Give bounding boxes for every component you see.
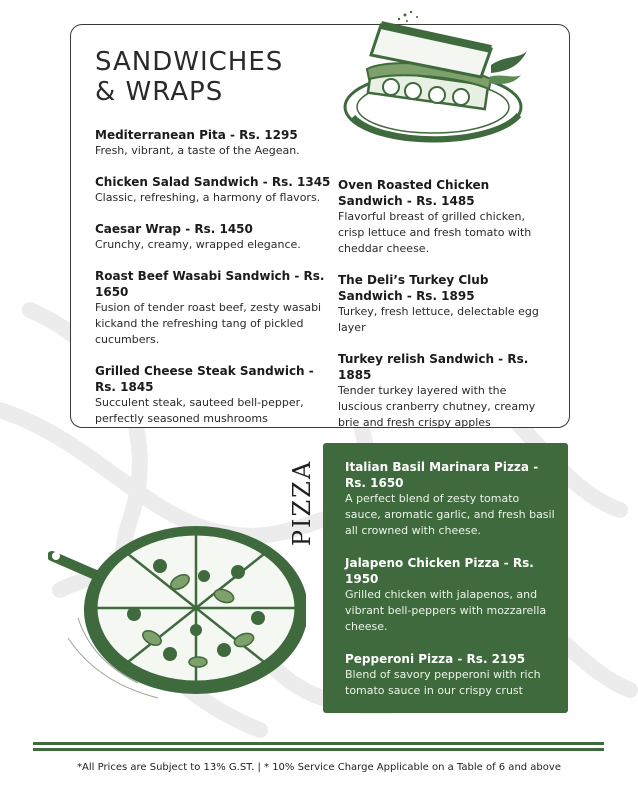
item-name: Pepperoni Pizza - Rs. 2195 (345, 652, 526, 666)
footer-note: *All Prices are Subject to 13% G.ST. | * 10% Service Charge Applicable on a Table of 6 and above (77, 762, 561, 773)
item-name: Chicken Salad Sandwich - Rs. 1345 (95, 175, 331, 189)
item-description: A perfect blend of zesty tomato sauce, aromatic garlic, and fresh basil all crowned with cheese. (345, 492, 555, 537)
pizza-items (345, 459, 555, 715)
item-description: Classic, refreshing, a harmony of flavors. (95, 191, 321, 204)
sandwiches-right-column (338, 177, 550, 446)
item-name: Italian Basil Marinara Pizza - Rs. 1650 (345, 460, 539, 490)
item-description: Turkey, fresh lettuce, delectable egg layer (338, 305, 539, 334)
menu-item (95, 221, 335, 253)
menu-item (345, 651, 555, 699)
menu-item (338, 351, 550, 431)
item-description: Tender turkey layered with the luscious cranberry chutney, creamy brie and fresh crispy apples (338, 384, 536, 429)
item-description: Grilled chicken with jalapenos, and vibrant bell-peppers with mozzarella cheese. (345, 588, 547, 633)
menu-item (95, 174, 335, 206)
item-description: Blend of savory pepperoni with rich tomato sauce in our crispy crust (345, 668, 541, 697)
menu-item (345, 555, 555, 635)
item-name: Mediterranean Pita - Rs. 1295 (95, 128, 298, 142)
pizza-title-text: PIZZA (288, 459, 316, 547)
footer-divider-top (33, 742, 604, 745)
pizza-menu-panel (323, 443, 568, 713)
item-name: Grilled Cheese Steak Sandwich - Rs. 1845 (95, 364, 314, 394)
pizza-illustration (48, 518, 306, 704)
sandwiches-wraps-card (70, 24, 570, 428)
item-description: Crunchy, creamy, wrapped elegance. (95, 238, 301, 251)
item-name: Caesar Wrap - Rs. 1450 (95, 222, 253, 236)
menu-item (345, 459, 555, 539)
sandwich-illustration (341, 7, 541, 152)
menu-item (338, 272, 550, 336)
item-name: Oven Roasted Chicken Sandwich - Rs. 1485 (338, 178, 490, 208)
item-name: Turkey relish Sandwich - Rs. 1885 (338, 352, 529, 382)
item-description: Succulent steak, sauteed bell-pepper, perfectly seasoned mushrooms (95, 396, 304, 425)
menu-item (95, 363, 335, 427)
item-name: Roast Beef Wasabi Sandwich - Rs. 1650 (95, 269, 325, 299)
item-description: Fresh, vibrant, a taste of the Aegean. (95, 144, 300, 157)
menu-item (95, 127, 335, 159)
item-description: Fusion of tender roast beef, zesty wasabi kickand the refreshing tang of pickled cucumbers. (95, 301, 322, 346)
item-description: Flavorful breast of grilled chicken, crisp lettuce and fresh tomato with cheddar cheese. (338, 210, 532, 255)
item-name: The Deli’s Turkey Club Sandwich - Rs. 1895 (338, 273, 489, 303)
menu-item (338, 177, 550, 257)
menu-item (95, 268, 335, 348)
sandwiches-left-column (95, 127, 335, 442)
sandwiches-section-title: SANDWICHES & WRAPS (95, 47, 284, 107)
footer-divider-bottom (33, 748, 604, 751)
item-name: Jalapeno Chicken Pizza - Rs. 1950 (345, 556, 534, 586)
